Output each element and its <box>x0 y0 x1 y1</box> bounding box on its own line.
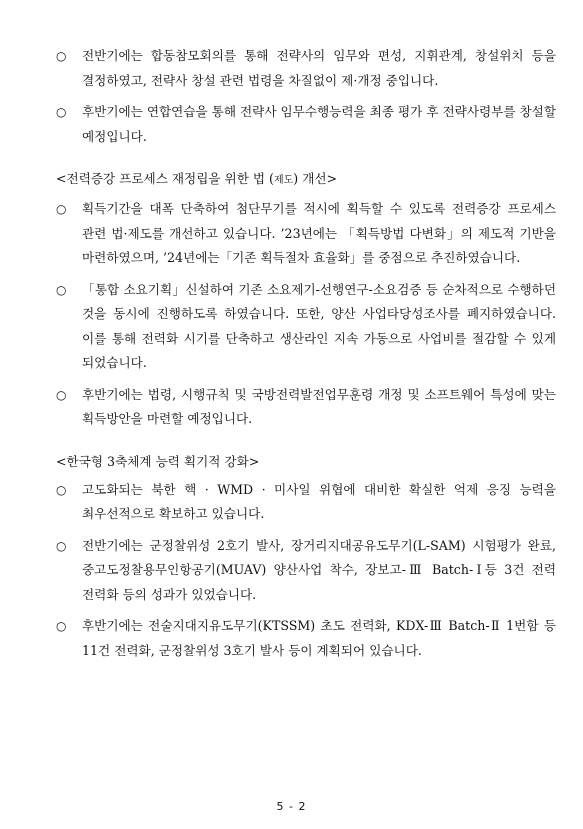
bullet-marker: ○ <box>56 49 67 63</box>
paragraph-text: 고도화되는 북한 핵 · WMD · 미사일 위협에 대비한 확실한 억제 응징 능력을 최우선적으로 확보하고 있습니다. <box>82 481 556 521</box>
heading-prefix: <전력증강 프로세스 재정립을 위한 법 ( <box>56 171 274 186</box>
document-body <box>56 44 556 670</box>
bullet-marker: ○ <box>56 282 67 297</box>
list-item <box>56 278 556 376</box>
paragraph-text: 「통합 소요기획」신설하여 기존 소요제기-선행연구-소요검증 등 순차적으로 수행하던 것을 동시에 진행하도록 하였습니다. 또한, 양산 사업타당성조사를 폐지하였습니다. 이를 통해 전력화 시기를 단축하고 생산라인 지속 가동으로 사업비를 절감할 수 있게 되었습니다. <box>82 281 556 370</box>
paragraph-text: 전반기에는 합동참모회의를 통해 전략사의 임무와 편성, 지휘관계, 창설위치 등을 결정하였고, 전략사 창설 관련 법령을 차질없이 제·개정 중입니다. <box>82 48 556 88</box>
list-item <box>56 478 556 527</box>
list-item <box>56 383 556 432</box>
paragraph-text: 획득기간을 대폭 단축하여 첨단무기를 적시에 획득할 수 있도록 전력증강 프로세스 관련 법·제도를 개선하고 있습니다. ’23년에는 「획득방법 다변화」의 제도적 기반을 마련하였으며, ’24년에는「기존 획득절차 효율화」를 중점으로 추진하였습니다. <box>82 201 556 265</box>
bullet-marker: ○ <box>56 482 67 497</box>
heading-suffix: ) 개선> <box>293 171 338 186</box>
heading-small-text: 제도 <box>273 175 294 186</box>
bullet-marker: ○ <box>56 105 67 119</box>
bullet-marker: ○ <box>56 387 67 402</box>
list-item <box>56 100 556 149</box>
paragraph-text: 후반기에는 법령, 시행규칙 및 국방전력발전업무훈령 개정 및 소프트웨어 특성에 맞는 획득방안을 마련할 예정입니다. <box>82 386 556 426</box>
list-item <box>56 44 556 93</box>
page-number: 5 - 2 <box>276 800 307 813</box>
bullet-marker: ○ <box>56 538 67 553</box>
paragraph-text: 후반기에는 연합연습을 통해 전략사 임무수행능력을 최종 평가 후 전략사령부를 창설할 예정입니다. <box>82 104 556 144</box>
paragraph-text: 후반기에는 전술지대지유도무기(KTSSM) 초도 전력화, KDX-Ⅲ Batch-Ⅱ 1번함 등 11건 전력화, 군정찰위성 3호기 발사 등이 계획되어 있습니다. <box>82 618 556 658</box>
list-item <box>56 614 556 663</box>
bullet-marker: ○ <box>56 619 67 633</box>
list-item <box>56 197 556 271</box>
bullet-marker: ○ <box>56 202 67 216</box>
section-heading-three-axis: <한국형 3축체계 능력 획기적 강화> <box>56 453 260 469</box>
paragraph-text: 전반기에는 군정찰위성 2호기 발사, 장거리지대공유도무기(L-SAM) 시험평가 완료, 중고도정찰용무인항공기(MUAV) 양산사업 착수, 장보고-Ⅲ Batch-Ⅰ등 3건 전력 전력화 등의 성과가 있었습니다. <box>82 537 556 602</box>
section-heading-acquisition <box>56 167 556 193</box>
list-item <box>56 534 556 608</box>
